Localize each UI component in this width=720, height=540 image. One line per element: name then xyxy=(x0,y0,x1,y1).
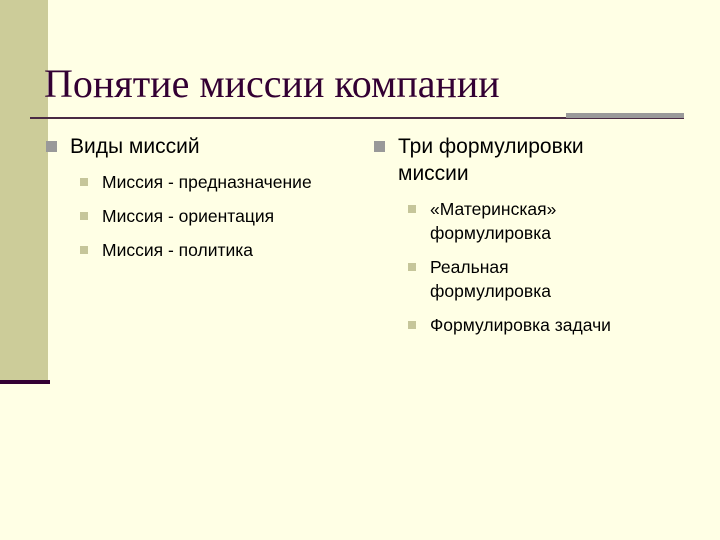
right-item-3: Формулировка задачи xyxy=(430,315,611,335)
square-bullet-icon xyxy=(80,246,88,254)
left-heading: Виды миссий xyxy=(70,135,200,158)
left-item-1: Миссия - предназначение xyxy=(102,172,312,192)
decorative-side-bar xyxy=(0,0,48,380)
square-bullet-icon xyxy=(408,263,416,271)
left-column xyxy=(46,133,346,262)
square-bullet-icon xyxy=(408,321,416,329)
side-bar-underline xyxy=(0,380,50,384)
right-heading: Три формулировки миссии xyxy=(398,135,584,185)
right-item-1: «Материнская» формулировка xyxy=(430,199,557,243)
title-divider-accent xyxy=(566,113,684,118)
square-bullet-icon xyxy=(46,141,57,152)
left-item-3: Миссия - политика xyxy=(102,240,254,260)
right-item-2: Реальная формулировка xyxy=(430,257,551,301)
square-bullet-icon xyxy=(374,141,385,152)
bullet-level1-item xyxy=(46,133,346,160)
bullet-level2-item xyxy=(46,170,312,194)
square-bullet-icon xyxy=(408,205,416,213)
left-item-2: Миссия - ориентация xyxy=(102,206,275,226)
square-bullet-icon xyxy=(80,212,88,220)
bullet-level2-item xyxy=(374,313,704,337)
bullet-level2-item xyxy=(374,197,630,245)
bullet-level2-item xyxy=(46,238,346,262)
bullet-level1-item xyxy=(374,133,628,187)
slide-title: Понятие миссии компании xyxy=(44,61,500,106)
bullet-level2-item xyxy=(46,204,346,228)
square-bullet-icon xyxy=(80,178,88,186)
right-column xyxy=(374,133,704,337)
bullet-level2-item xyxy=(374,255,600,303)
